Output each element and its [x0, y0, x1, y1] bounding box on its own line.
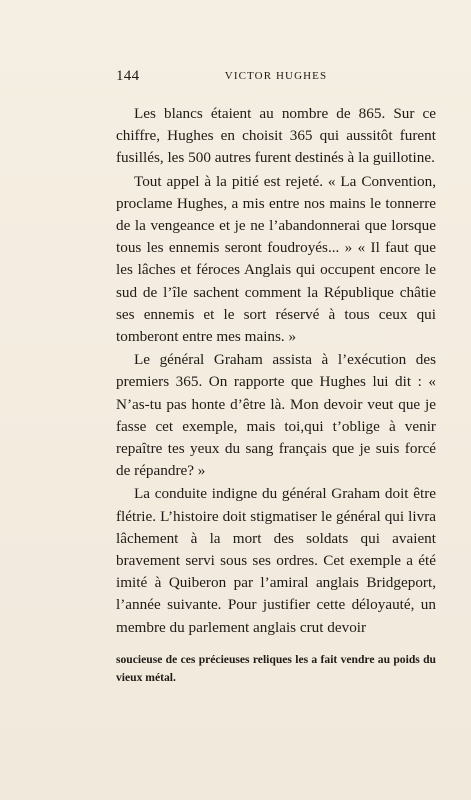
running-head: VICTOR HUGHES	[224, 70, 328, 82]
main-text	[116, 103, 436, 640]
page-number: 144	[116, 68, 140, 84]
paragraph-4: La conduite indigne du général Graham doit être flétrie. L’histoire doit stigmatiser le général qui livra lâchement à la mort des soldats qui avaient bravement servi sous ses ordres. Cet exemple a été imité à Quiberon par l’amiral anglais Bridgeport, l’année suivante. Pour justifier cette déloyauté, un membre du parlement anglais crut devoir	[116, 485, 436, 636]
paragraph-2: Tout appel à la pitié est rejeté. « La Convention, proclame Hughes, a mis entre nos mains le tonnerre de la vengeance et je ne l’abandonnerai que lorsque tous les ennemis seront foudroyés... » « Il faut que les lâches et féroces Anglais qui occupent encore le sud de l’île sachent comment la République châtie ses ennemis et le sort réservé à tous ceux qui tomberont entre mes mains. »	[116, 172, 436, 346]
page-header	[116, 68, 436, 88]
footnote	[116, 651, 436, 687]
paragraph-3: Le général Graham assista à l’exécution des premiers 365. On rapporte que Hughes lui dit : « N’as-tu pas honte d’être là. Mon devoir veut que je fasse cet exemple, mais toi,qui t’oblige à venir repaître tes yeux du sang français que je suis forcé de répandre? »	[116, 351, 436, 480]
footnote-text: soucieuse de ces précieuses reliques les a fait vendre au poids du vieux métal.	[116, 653, 436, 684]
paragraph-1: Les blancs étaient au nombre de 865. Sur ce chiffre, Hughes en choisit 365 qui aussitôt furent fusillés, les 500 autres furent destinés à la guillotine.	[116, 105, 436, 167]
